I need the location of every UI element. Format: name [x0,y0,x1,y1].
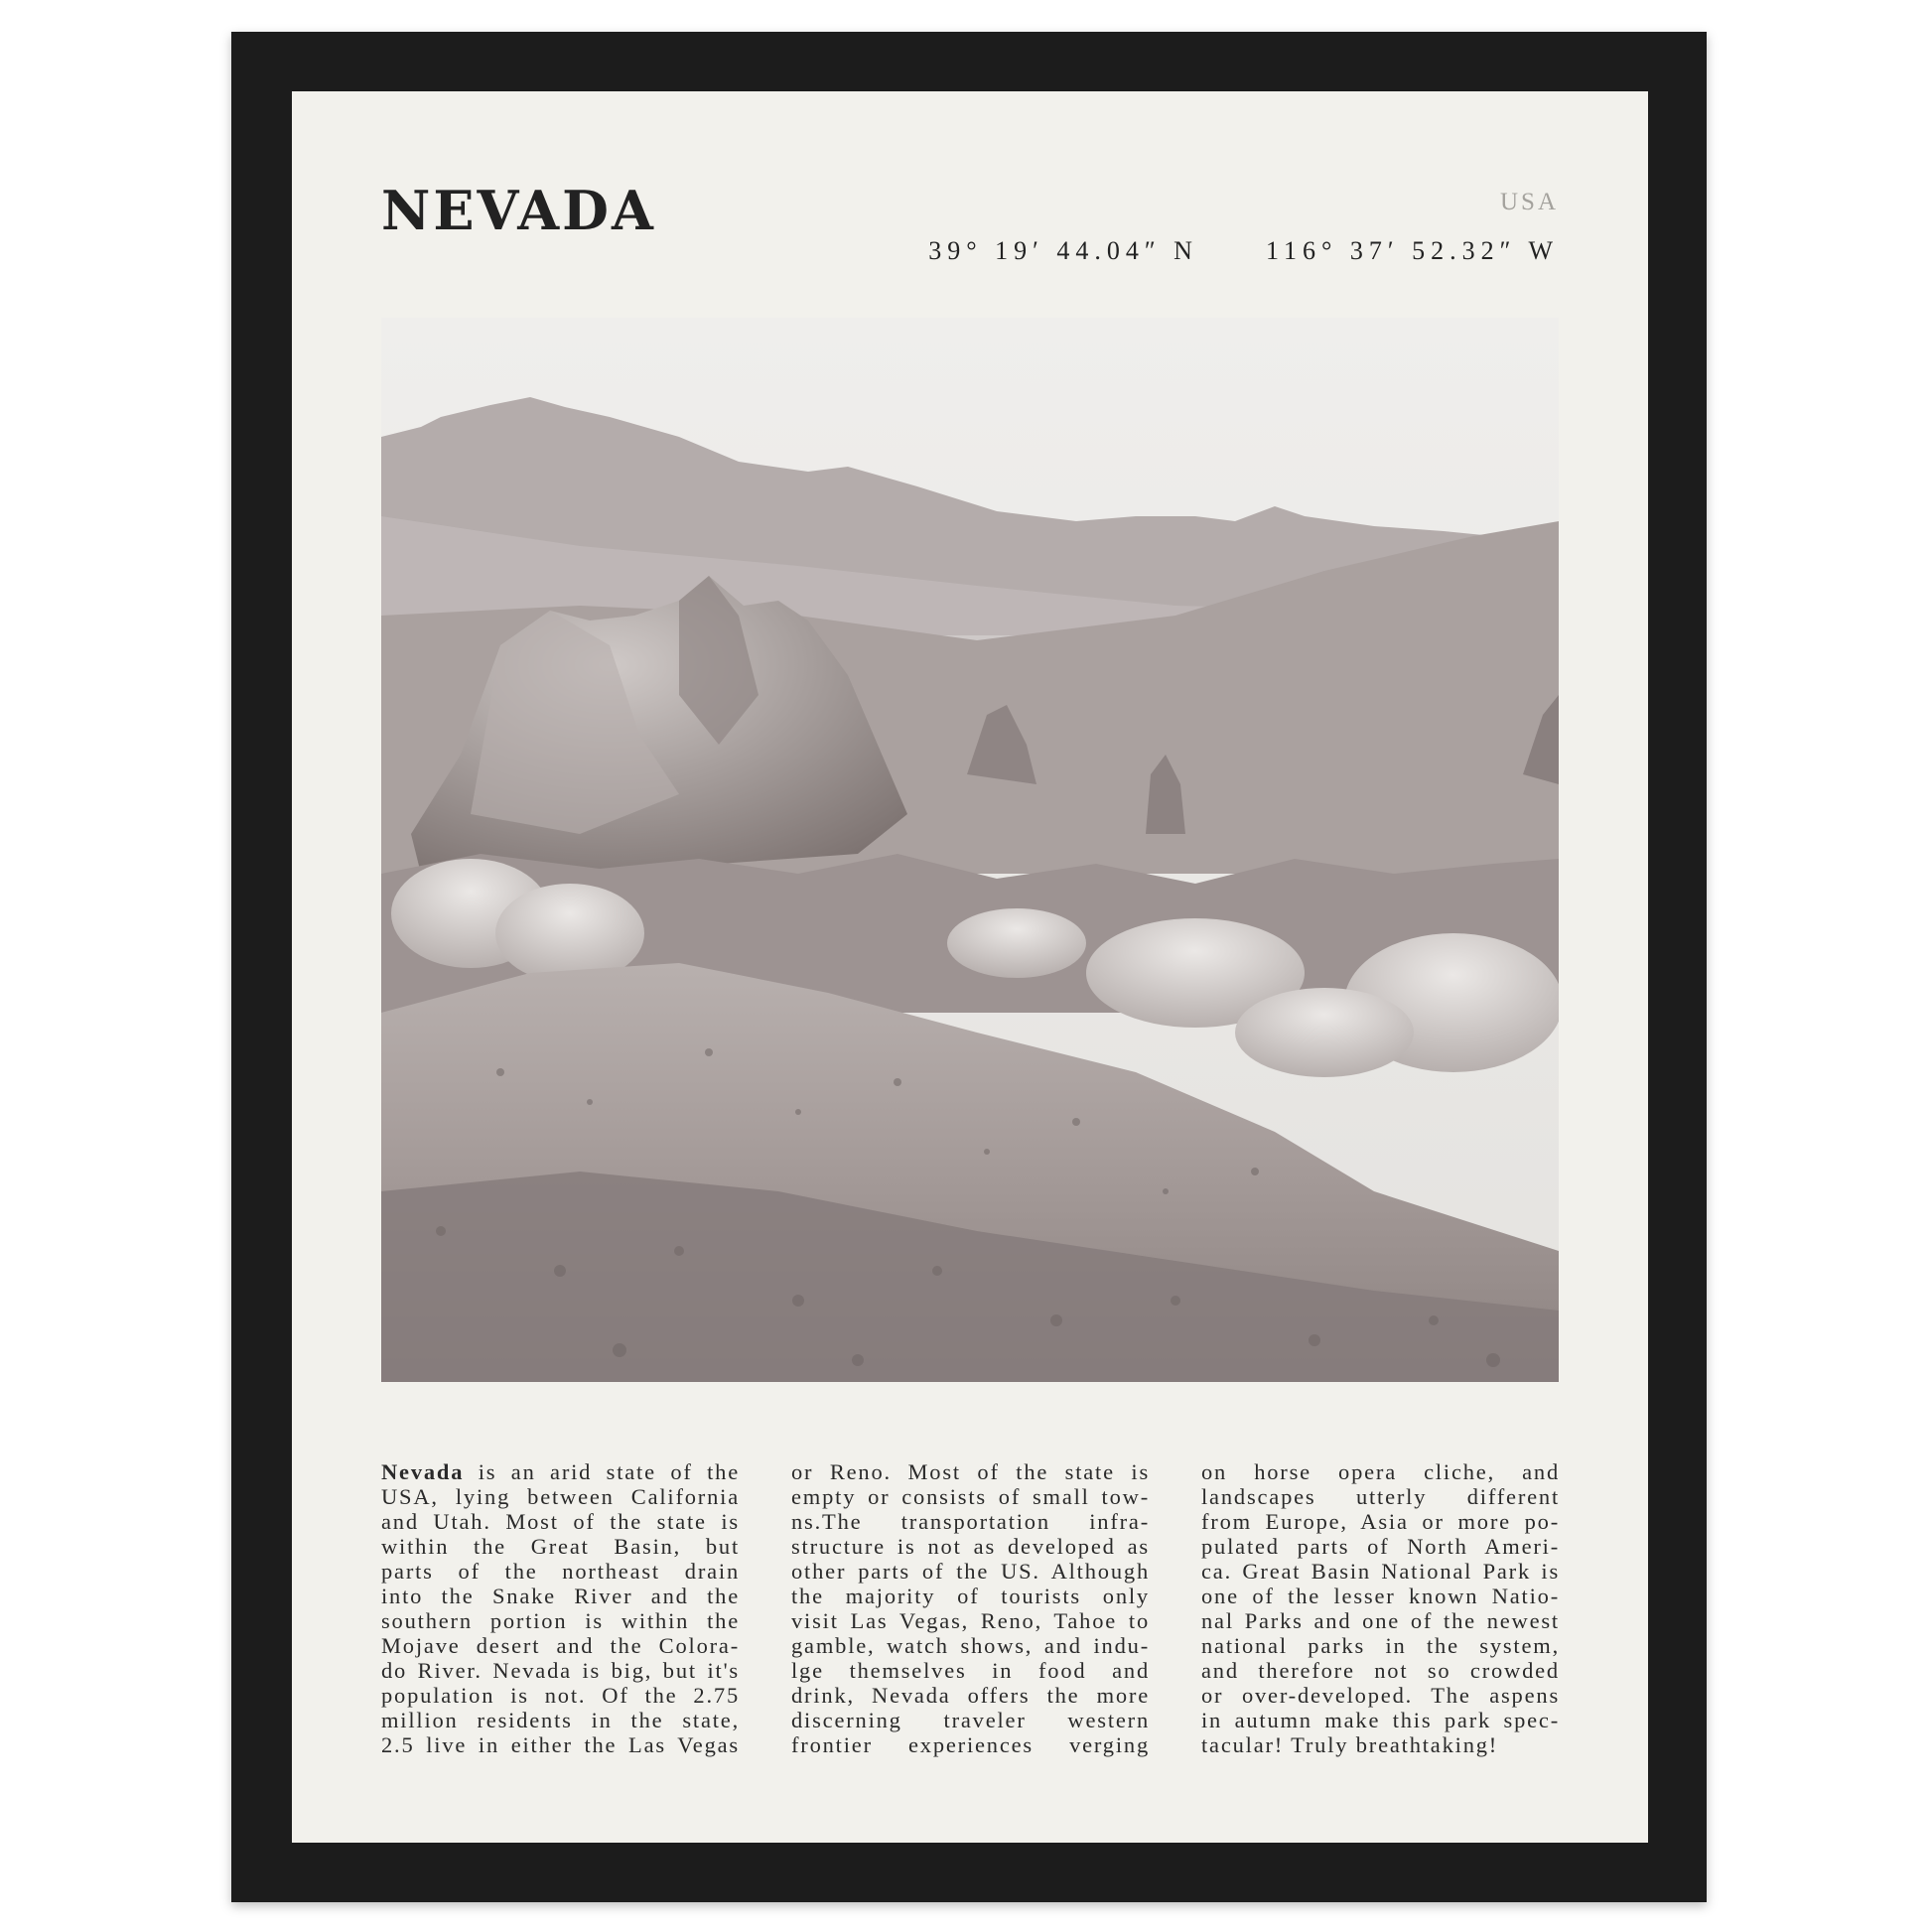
text-line: gamble, watch shows, and indu- [791,1633,1150,1658]
text-line: or Reno. Most of the state is [791,1459,1150,1484]
text-line: 2.5 live in either the Las Vegas [381,1732,740,1757]
coordinates [928,236,1559,266]
text-line: in autumn make this park spec- [1201,1708,1560,1732]
text-line: visit Las Vegas, Reno, Tahoe to [791,1608,1150,1633]
text-line: do River. Nevada is big, but it's [381,1658,740,1683]
text-line: parts of the northeast drain [381,1559,740,1584]
text-line: and Utah. Most of the state is [381,1509,740,1534]
text-line: or over-developed. The aspens [1201,1683,1560,1708]
text-line: discerning traveler western [791,1708,1150,1732]
text-line: pulated parts of North Ameri- [1201,1534,1560,1559]
text-line: from Europe, Asia or more po- [1201,1509,1560,1534]
text-line: tacular! Truly breathtaking! [1201,1732,1499,1757]
text-line: other parts of the US. Although [791,1559,1150,1584]
lead-word: Nevada [381,1459,465,1484]
text-line: and therefore not so crowded [1201,1658,1560,1683]
text-line: national parks in the system, [1201,1633,1560,1658]
text-line: structure is not as developed as [791,1534,1150,1559]
text-line: Mojave desert and the Colora- [381,1633,740,1658]
body-text [381,1459,1559,1757]
landscape-photo [381,318,1559,1382]
text-line: on horse opera cliche, and [1201,1459,1560,1484]
text-line: ca. Great Basin National Park is [1201,1559,1560,1584]
longitude: 116° 37′ 52.32″ W [1265,236,1559,265]
text-line: into the Snake River and the [381,1584,740,1608]
country-label: USA [1499,189,1559,215]
text-line: landscapes utterly different [1201,1484,1560,1509]
text-line: lge themselves in food and [791,1658,1150,1683]
text-line: southern portion is within the [381,1608,740,1633]
poster-title: NEVADA [381,179,656,242]
poster-paper [292,91,1648,1843]
text-line: the majority of tourists only [791,1584,1150,1608]
text-line: drink, Nevada offers the more [791,1683,1150,1708]
text-column-1 [381,1459,740,1757]
text-line: nal Parks and one of the newest [1201,1608,1560,1633]
text-line: population is not. Of the 2.75 [381,1683,740,1708]
text-line: Nevada is an arid state of the [381,1459,740,1484]
text-line: million residents in the state, [381,1708,740,1732]
latitude: 39° 19′ 44.04″ N [928,236,1198,265]
text-line: empty or consists of small tow- [791,1484,1150,1509]
text-line: ns.The transportation infra- [791,1509,1150,1534]
text-line: within the Great Basin, but [381,1534,740,1559]
text-line: one of the lesser known Natio- [1201,1584,1560,1608]
text-line: USA, lying between California [381,1484,740,1509]
text-column-3 [1201,1459,1560,1757]
text-line: frontier experiences verging [791,1732,1150,1757]
text-column-2 [791,1459,1150,1757]
